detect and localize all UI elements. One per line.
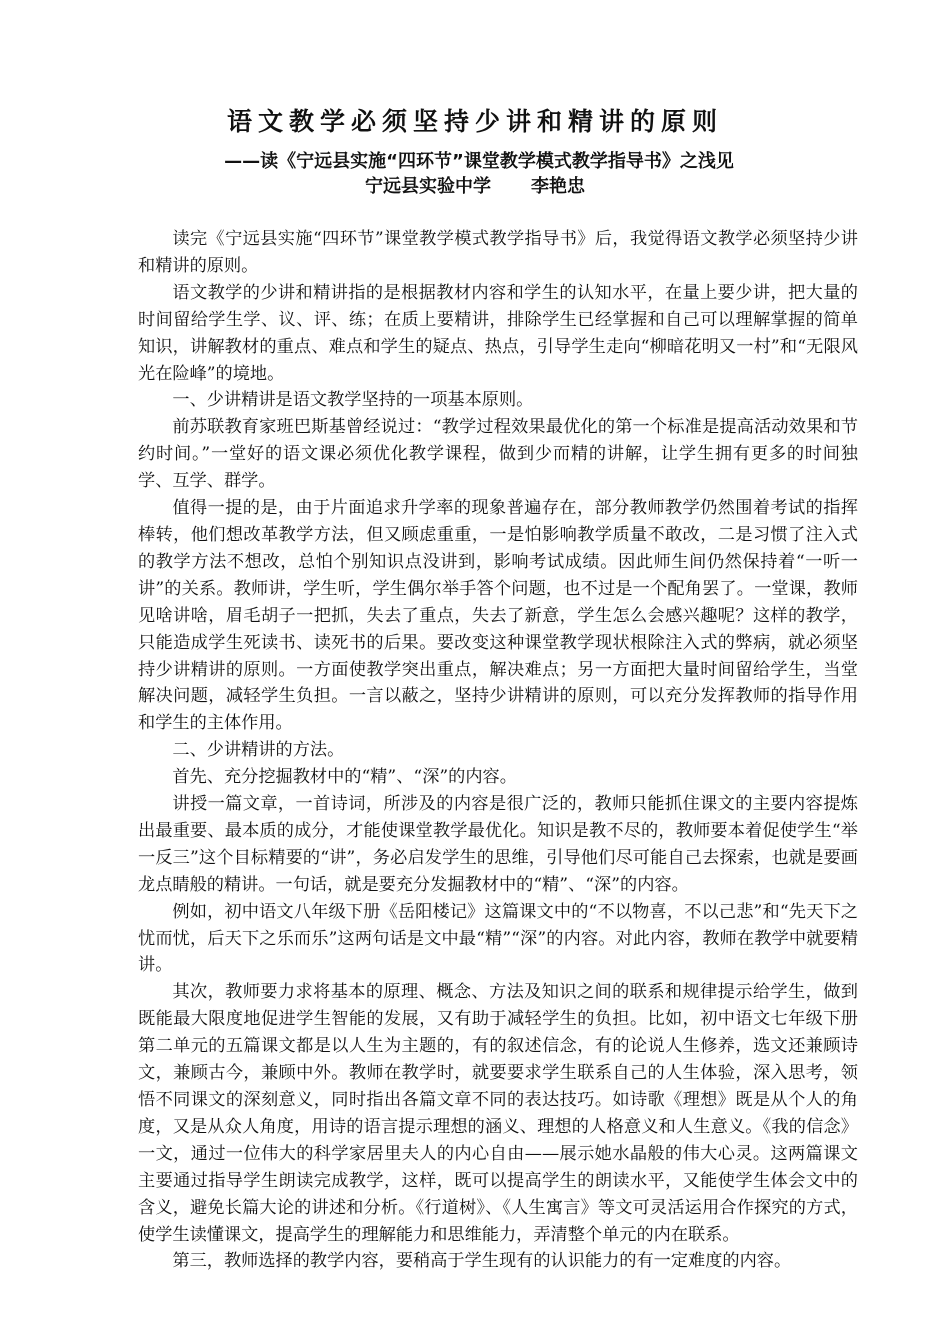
paragraph: 值得一提的是，由于片面追求升学率的现象普遍存在，部分教师教学仍然围着考试的指挥棒转，他们想改革教学方法，但又顾虑重重，一是怕影响教学质量不敢改，二是习惯了注入式的教学方法不想改，总怕个别知识点没讲到，影响考试成绩。因此师生间仍然保持着“一听一讲”的关系。教师讲，学生听，学生偶尔举手答个问题，也不过是一个配角罢了。一堂课，教师见啥讲啥，眉毛胡子一把抓，失去了重点，失去了新意，学生怎么会感兴趣呢？这样的教学，只能造成学生死读书、读死书的后果。要改变这种课堂教学现状根除注入式的弊病，就必须坚持少讲精讲的原则。一方面使教学突出重点，解决难点；另一方面把大量时间留给学生，当堂解决问题，减轻学生负担。一言以蔽之，坚持少讲精讲的原则，可以充分发挥教师的指导作用和学生的主体作用。 — [138, 498, 858, 734]
school-name: 宁远县实验中学 — [365, 176, 491, 197]
author-byline — [0, 174, 950, 199]
document-title: 语文教学必须坚持少讲和精讲的原则 — [226, 107, 723, 136]
paragraph: 第三，教师选择的教学内容，要稍高于学生现有的认识能力的有一定难度的内容。 — [172, 1251, 792, 1272]
author-name: 李艳忠 — [531, 176, 585, 197]
document-body — [138, 226, 858, 1275]
section-heading: 一、少讲精讲是语文教学坚持的一项基本原则。 — [172, 390, 534, 411]
document-subtitle: ——读《宁远县实施“四环节”课堂教学模式教学指导书》之浅见 — [224, 151, 734, 172]
paragraph: 例如，初中语文八年级下册《岳阳楼记》这篇课文中的“不以物喜，不以己悲”和“先天下之忧而忧，后天下之乐而乐”这两句话是文中最“精”“深”的内容。对此内容，教师在教学中就要精讲。 — [138, 901, 858, 976]
paragraph: 读完《宁远县实施“四环节”课堂教学模式教学指导书》后，我觉得语文教学必须坚持少讲和精讲的原则。 — [138, 229, 858, 276]
paragraph: 其次，教师要力求将基本的原理、概念、方法及知识之间的联系和规律提示给学生，做到既能最大限度地促进学生智能的发展，又有助于减轻学生的负担。比如，初中语文七年级下册第二单元的五篇课文都是以人生为主题的，有的叙述信念，有的论说人生修养，选文还兼顾诗文，兼顾古今，兼顾中外。教师在教学时，就要要求学生联系自己的人生体验，深入思考，领悟不同课文的深刻意义，同时指出各篇文章不同的表达技巧。如诗歌《理想》既是从个人的角度，又是从众人角度，用诗的语言提示理想的涵义、理想的人格意义和人生意义。《我的信念》一文，通过一位伟大的科学家居里夫人的内心自由——展示她水晶般的伟大心灵。这两篇课文主要通过指导学生朗读完成教学，这样，既可以提高学生的朗读水平，又能使学生体会文中的含义，避免长篇大论的讲述和分析。《行道树》、《人生寓言》等文可灵活运用合作探究的方式，使学生读懂课文，提高学生的理解能力和思维能力，弄清整个单元的内在联系。 — [138, 982, 858, 1245]
paragraph: 语文教学的少讲和精讲指的是根据教材内容和学生的认知水平，在量上要少讲，把大量的时间留给学生学、议、评、练；在质上要精讲，排除学生已经掌握和自己可以理解掌握的简单知识，讲解教材的重点、难点和学生的疑点、热点，引导学生走向“柳暗花明又一村”和“无限风光在险峰”的境地。 — [138, 282, 858, 384]
paragraph: 首先、充分挖掘教材中的“精”、“深”的内容。 — [172, 767, 517, 788]
section-heading: 二、少讲精讲的方法。 — [172, 740, 345, 761]
paragraph: 前苏联教育家班巴斯基曾经说过：“教学过程效果最优化的第一个标准是提高活动效果和节约时间。”一堂好的语文课必须优化教学课程，做到少而精的讲解，让学生拥有更多的时间独学、互学、群学。 — [138, 417, 858, 492]
paragraph: 讲授一篇文章，一首诗词，所涉及的内容是很广泛的，教师只能抓住课文的主要内容提炼出最重要、最本质的成分，才能使课堂教学最优化。知识是教不尽的，教师要本着促使学生“举一反三”这个目标精要的“讲”，务必启发学生的思维，引导他们尽可能自己去探索，也就是要画龙点睛般的精讲。一句话，就是要充分发掘教材中的“精”、“深”的内容。 — [138, 794, 858, 895]
